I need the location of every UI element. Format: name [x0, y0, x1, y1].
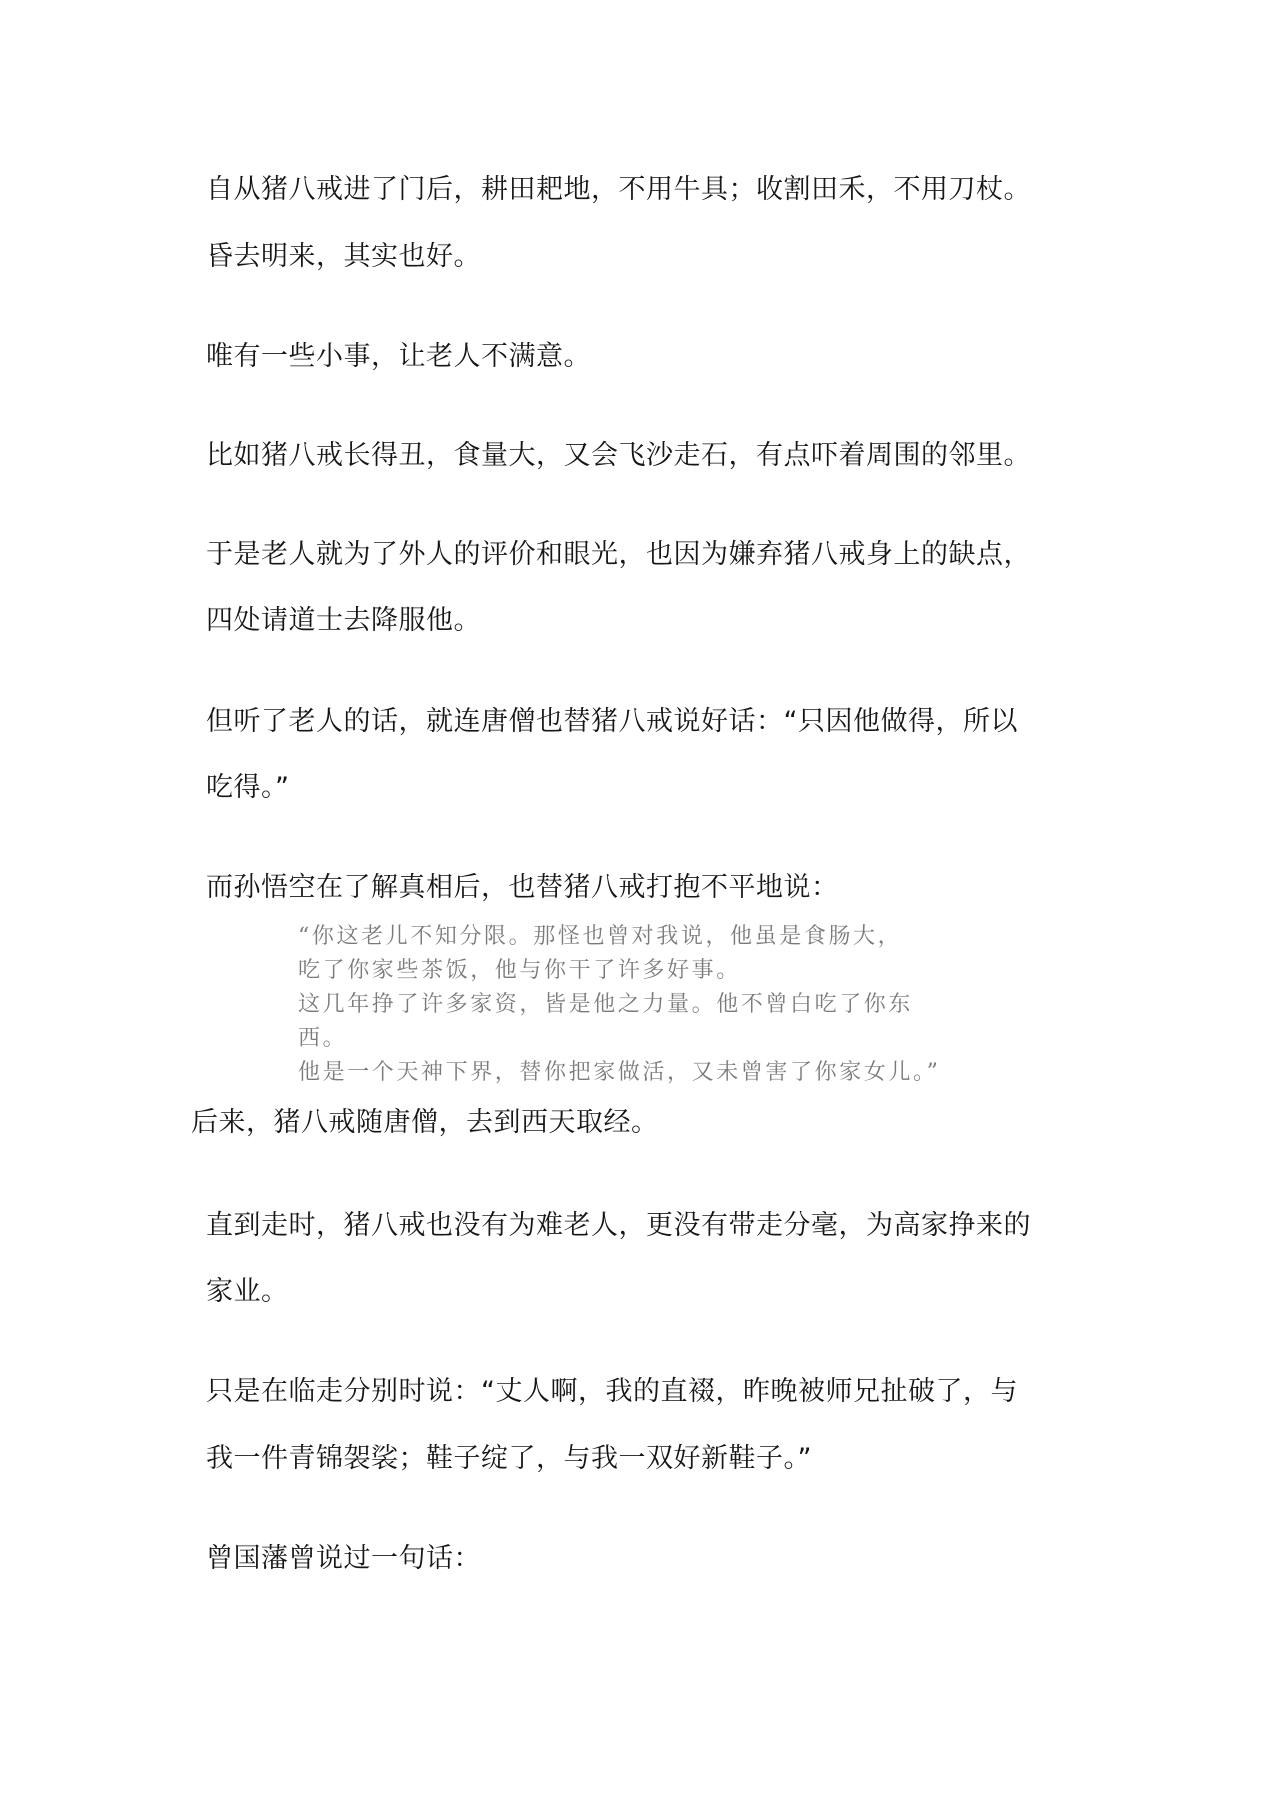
body-text-line: 只是在临走分别时说：“丈人啊，我的直裰，昨晚被师兄扯破了，与 — [206, 1376, 1018, 1407]
body-text-line: 而孙悟空在了解真相后，也替猪八戒打抱不平地说： — [206, 872, 839, 903]
quote-line: “你这老儿不知分限。那怪也曾对我说，他虽是食肠大， — [298, 924, 903, 949]
body-text-line: 唯有一些小事，让老人不满意。 — [206, 341, 591, 372]
body-text-line: 昏去明来，其实也好。 — [206, 241, 481, 272]
body-text-line: 家业。 — [206, 1276, 289, 1307]
body-text-line: 曾国藩曾说过一句话： — [206, 1543, 481, 1574]
body-text-line: 于是老人就为了外人的评价和眼光，也因为嫌弃猪八戒身上的缺点， — [206, 539, 1031, 570]
body-text-line: 吃得。” — [206, 772, 290, 803]
quote-line: 他是一个天神下界，替你把家做活，又未曾害了你家女儿。” — [298, 1060, 941, 1085]
body-text-line: 比如猪八戒长得丑，食量大，又会飞沙走石，有点吓着周围的邻里。 — [206, 440, 1031, 471]
quote-line: 西。 — [298, 1026, 348, 1051]
body-text-line: 但听了老人的话，就连唐僧也替猪八戒说好话：“只因他做得，所以 — [206, 706, 1018, 737]
body-text-line: 四处请道士去降服他。 — [206, 605, 481, 636]
body-text-line: 后来，猪八戒随唐僧，去到西天取经。 — [191, 1107, 659, 1138]
body-text-line: 我一件青锦袈裟；鞋子绽了，与我一双好新鞋子。” — [206, 1443, 812, 1474]
body-text-line: 直到走时，猪八戒也没有为难老人，更没有带走分毫，为高家挣来的 — [206, 1210, 1031, 1241]
quote-line: 吃了你家些茶饭，他与你干了许多好事。 — [298, 958, 741, 983]
body-text-line: 自从猪八戒进了门后，耕田耙地，不用牛具；收割田禾，不用刀杖。 — [206, 174, 1031, 205]
quote-line: 这几年挣了许多家资，皆是他之力量。他不曾白吃了你东 — [298, 992, 914, 1017]
